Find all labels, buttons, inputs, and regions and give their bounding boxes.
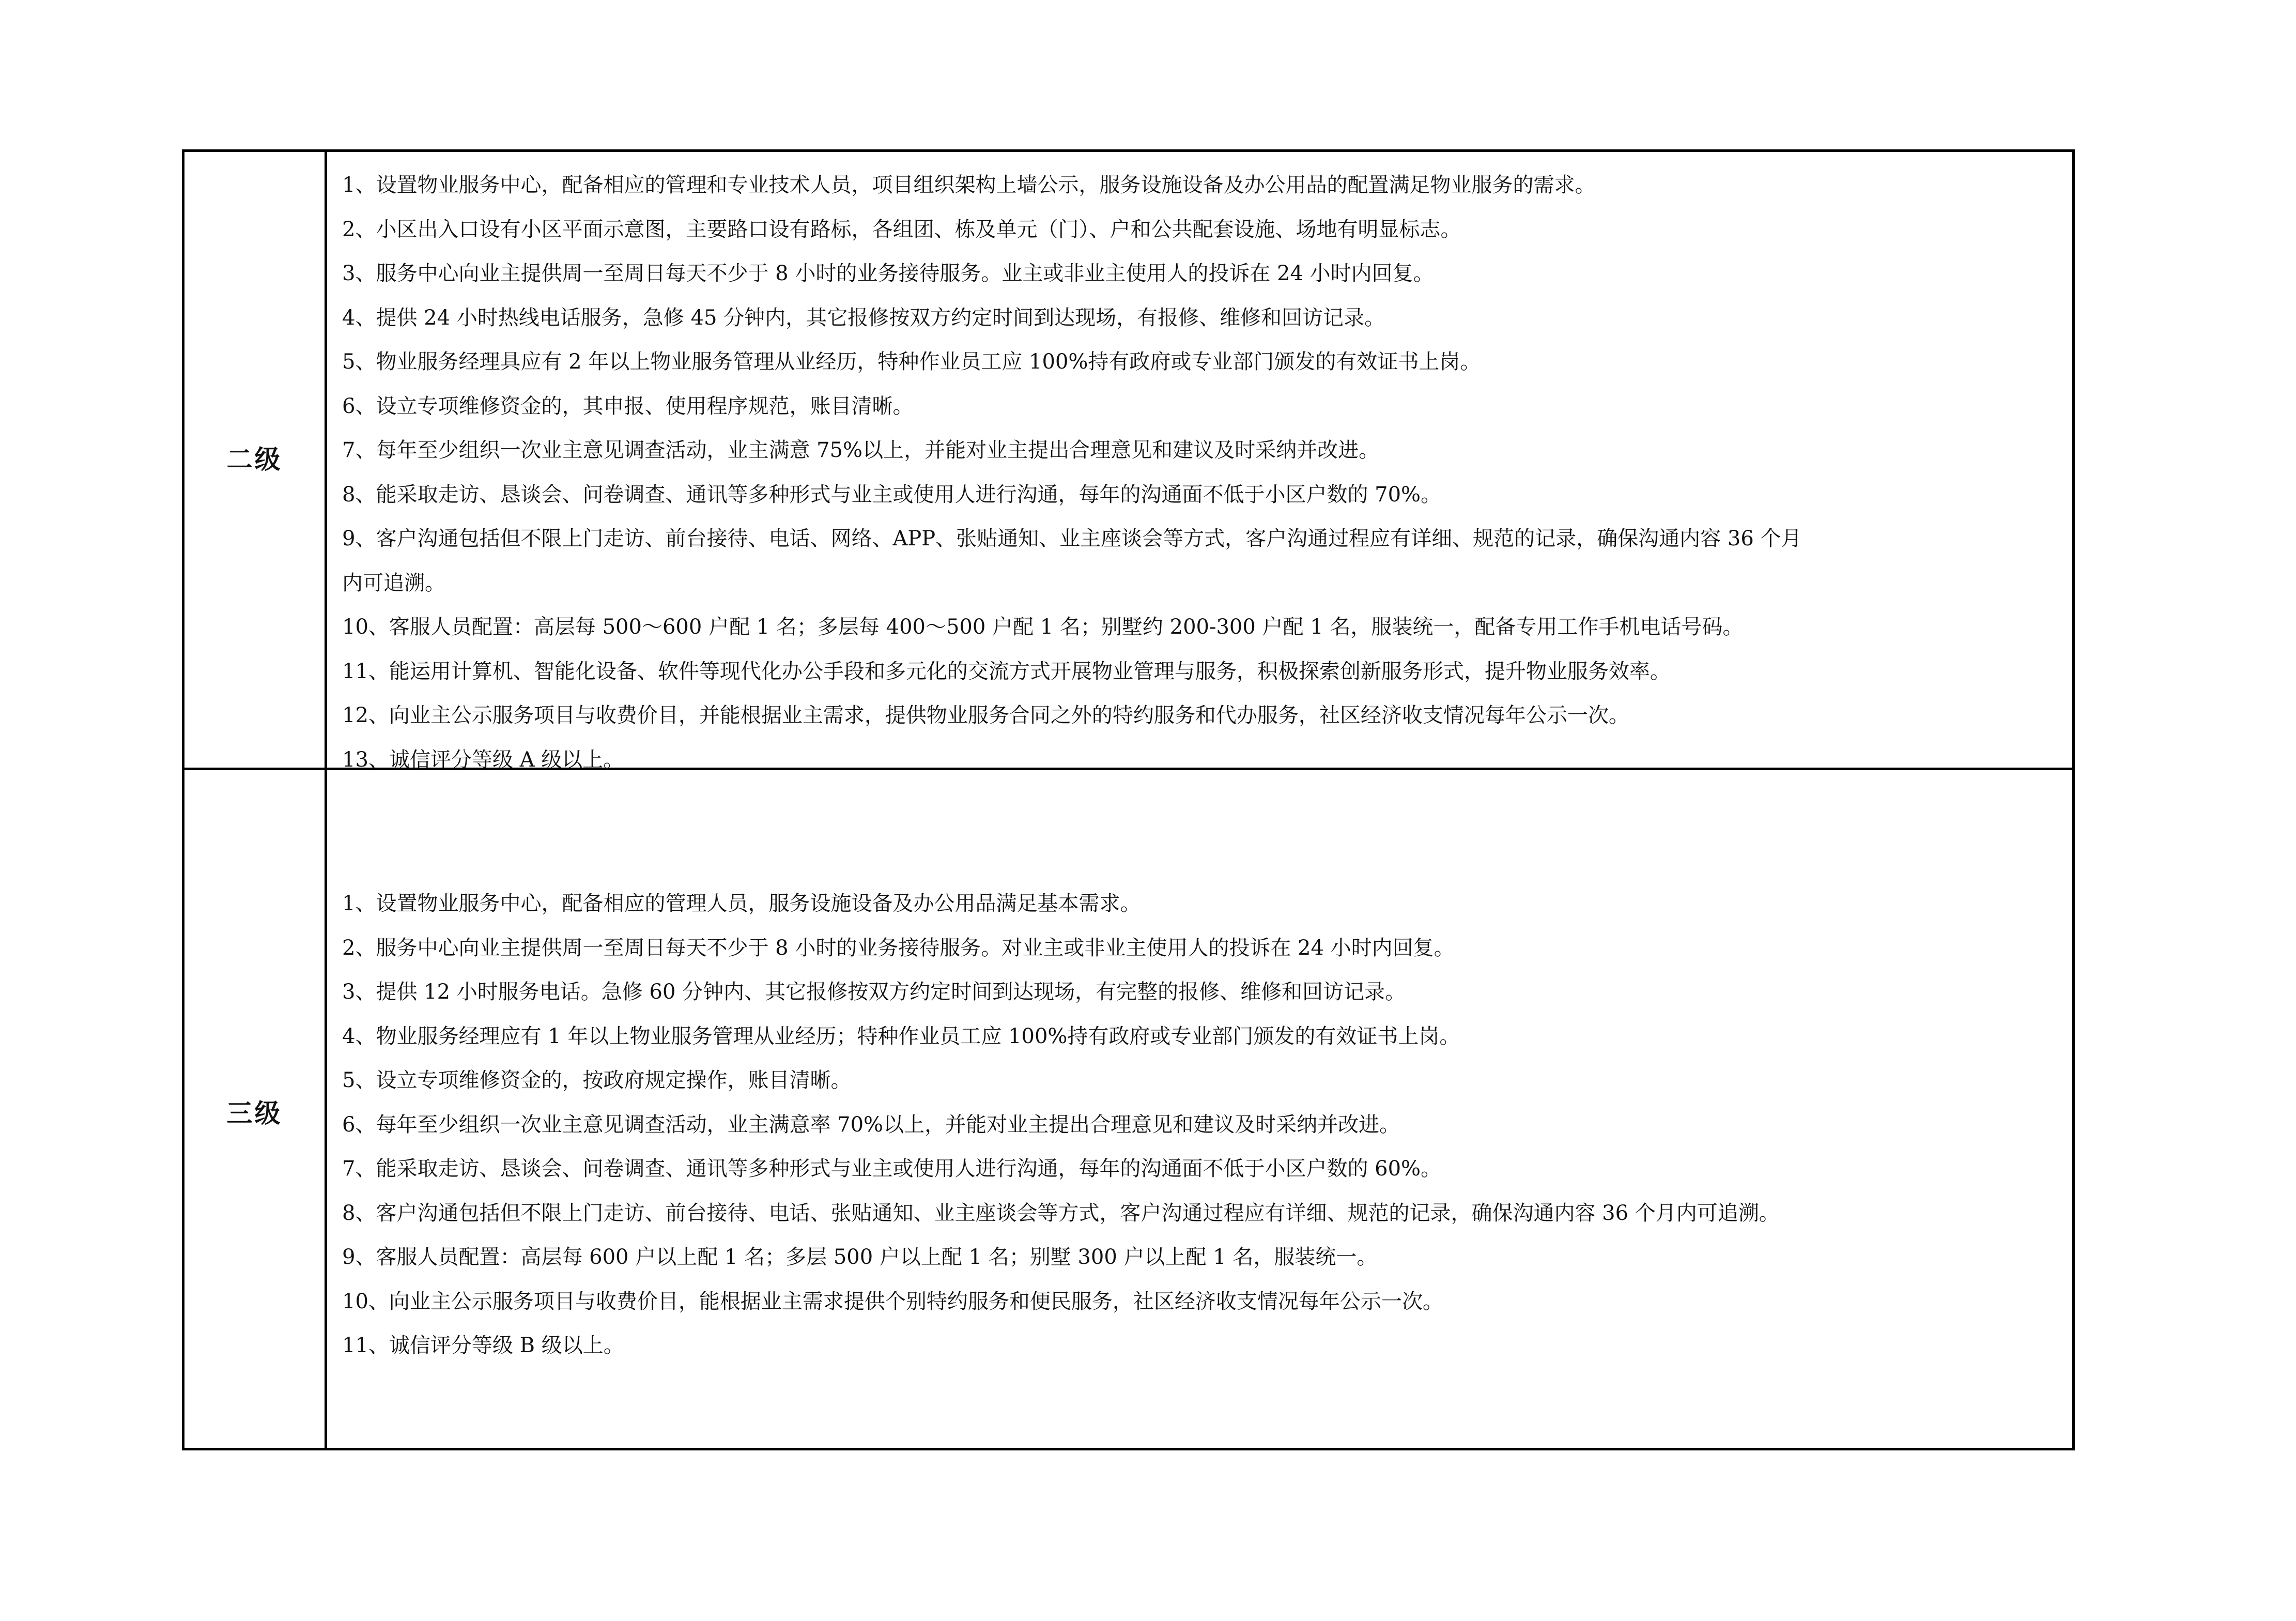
requirement-line: 1、设置物业服务中心，配备相应的管理和专业技术人员，项目组织架构上墙公示，服务设施设备及办公用品的配置满足物业服务的需求。	[342, 173, 1596, 197]
requirement-line: 7、每年至少组织一次业主意见调查活动，业主满意 75%以上，并能对业主提出合理意见和建议及时采纳并改进。	[342, 438, 1380, 462]
requirement-line: 3、服务中心向业主提供周一至周日每天不少于 8 小时的业务接待服务。业主或非业主使用人的投诉在 24 小时内回复。	[342, 262, 1434, 285]
requirement-line: 11、诚信评分等级 B 级以上。	[342, 1334, 624, 1357]
column-divider	[325, 152, 327, 1448]
requirement-line: 2、服务中心向业主提供周一至周日每天不少于 8 小时的业务接待服务。对业主或非业主使用人的投诉在 24 小时内回复。	[342, 936, 1455, 960]
requirement-line: 11、能运用计算机、智能化设备、软件等现代化办公手段和多元化的交流方式开展物业管理与服务，积极探索创新服务形式，提升物业服务效率。	[342, 659, 1671, 683]
requirement-line: 6、设立专项维修资金的，其申报、使用程序规范，账目清晰。	[342, 394, 914, 418]
service-level-table	[182, 149, 2075, 1450]
requirement-line: 9、客户沟通包括但不限上门走访、前台接待、电话、网络、APP、张贴通知、业主座谈会等方式，客户沟通过程应有详细、规范的记录，确保沟通内容 36 个月	[342, 527, 1802, 550]
level-label-3: 三级	[226, 1098, 283, 1128]
requirement-line: 9、客服人员配置：高层每 600 户以上配 1 名；多层 500 户以上配 1 名；别墅 300 户以上配 1 名，服装统一。	[342, 1245, 1378, 1269]
level-3-requirements	[342, 882, 2062, 1368]
requirement-line: 13、诚信评分等级 A 级以上。	[342, 747, 624, 772]
requirement-line: 10、客服人员配置：高层每 500～600 户配 1 名；多层每 400～500 户配 1 名；别墅约 200-300 户配 1 名，服装统一，配备专用工作手机电话号码。	[342, 615, 1744, 639]
requirement-line: 2、小区出入口设有小区平面示意图，主要路口设有路标，各组团、栋及单元（门）、户和公共配套设施、场地有明显标志。	[342, 217, 1461, 241]
requirement-line: 4、提供 24 小时热线电话服务，急修 45 分钟内，其它报修按双方约定时间到达现场，有报修、维修和回访记录。	[342, 305, 1385, 330]
requirement-line: 5、设立专项维修资金的，按政府规定操作，账目清晰。	[342, 1068, 852, 1092]
requirement-line: 4、物业服务经理应有 1 年以上物业服务管理从业经历；特种作业员工应 100%持有政府或专业部门颁发的有效证书上岗。	[342, 1024, 1460, 1048]
requirement-line: 6、每年至少组织一次业主意见调查活动，业主满意率 70%以上，并能对业主提出合理意见和建议及时采纳并改进。	[342, 1112, 1400, 1137]
requirement-line: 5、物业服务经理具应有 2 年以上物业服务管理从业经历，特种作业员工应 100%持有政府或专业部门颁发的有效证书上岗。	[342, 350, 1481, 374]
level-2-requirements	[342, 163, 2062, 782]
requirement-line: 1、设置物业服务中心，配备相应的管理人员，服务设施设备及办公用品满足基本需求。	[342, 892, 1141, 915]
requirement-line-continued: 内可追溯。	[342, 571, 445, 595]
level-label-2: 二级	[226, 444, 283, 475]
requirement-line: 12、向业主公示服务项目与收费价目，并能根据业主需求，提供物业服务合同之外的特约服务和代办服务，社区经济收支情况每年公示一次。	[342, 704, 1629, 727]
requirement-line: 10、向业主公示服务项目与收费价目，能根据业主需求提供个别特约服务和便民服务，社区经济收支情况每年公示一次。	[342, 1289, 1443, 1313]
requirement-line: 3、提供 12 小时服务电话。急修 60 分钟内、其它报修按双方约定时间到达现场，有完整的报修、维修和回访记录。	[342, 980, 1406, 1004]
requirement-line: 8、能采取走访、恳谈会、问卷调查、通讯等多种形式与业主或使用人进行沟通，每年的沟通面不低于小区户数的 70%。	[342, 482, 1442, 507]
requirement-line: 8、客户沟通包括但不限上门走访、前台接待、电话、张贴通知、业主座谈会等方式，客户沟通过程应有详细、规范的记录，确保沟通内容 36 个月内可追溯。	[342, 1201, 1780, 1225]
requirement-line: 7、能采取走访、恳谈会、问卷调查、通讯等多种形式与业主或使用人进行沟通，每年的沟通面不低于小区户数的 60%。	[342, 1157, 1442, 1181]
